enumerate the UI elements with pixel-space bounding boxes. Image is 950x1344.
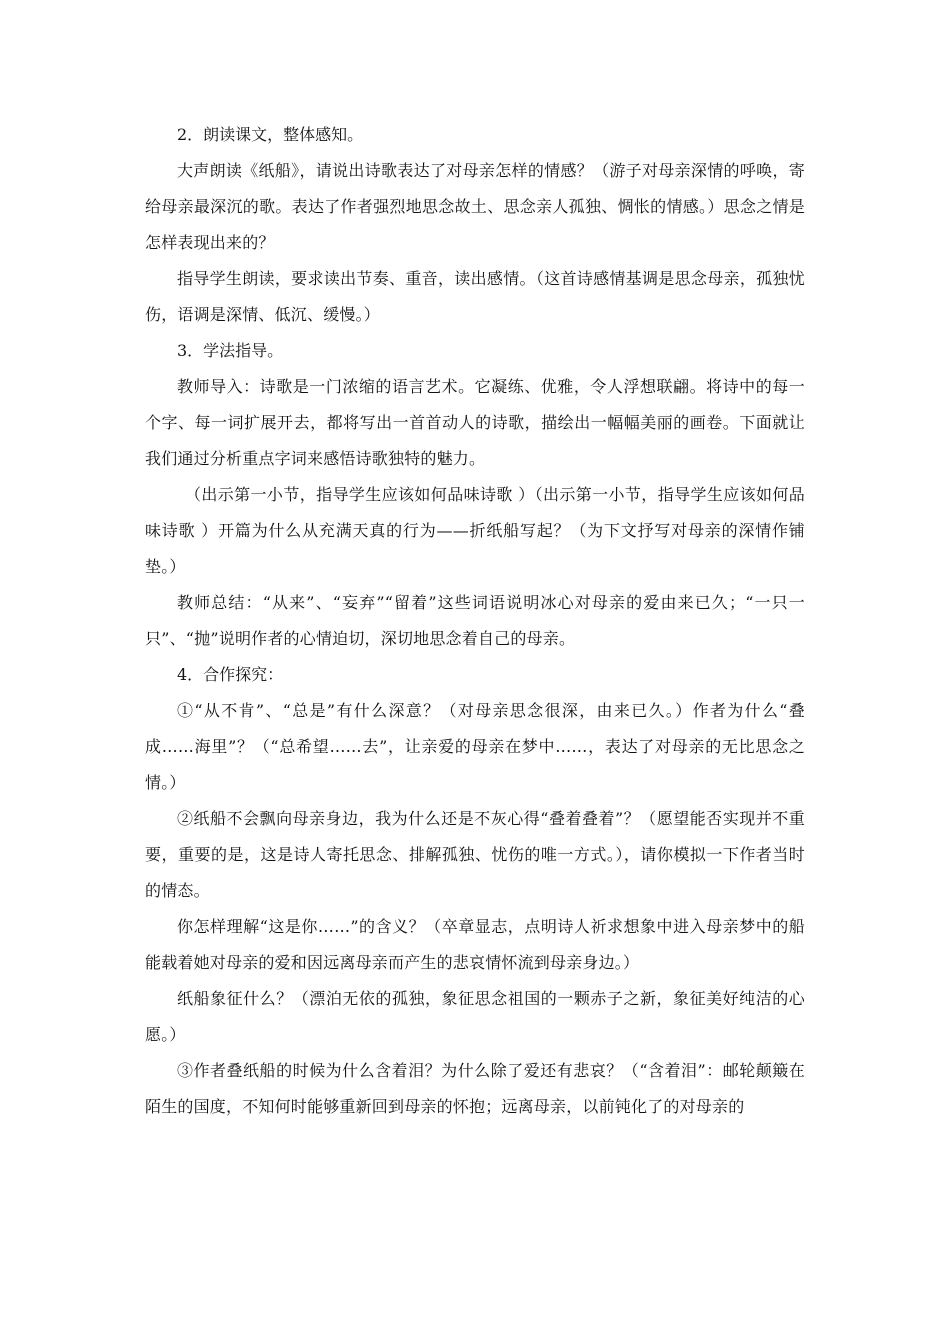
section-heading-reading: 2．朗读课文，整体感知。 [177,125,364,144]
paragraph-read-aloud: 大声朗读《纸船》，请说出诗歌表达了对母亲怎样的情感？（游子对母亲深情的呼唤，寄给母亲最深沉的歌。表达了作者强烈地思念故土、思念亲人孤独、惆怅的情感。）思念之情是怎样表现出来的？ [145,161,805,252]
paragraph-teacher-summary: 教师总结：“从来”、“妄弃”“留着”这些词语说明冰心对母亲的爱由来已久；“一只一只”、“抛”说明作者的心情迫切，深切地思念着自己的母亲。 [145,593,805,648]
question-one: ①“从不肯”、“总是”有什么深意？（对母亲思念很深，由来已久。）作者为什么“叠成……海里”？（“总希望……去”，让亲爱的母亲在梦中……，表达了对母亲的无比思念之情。） [145,701,805,792]
question-three: ③作者叠纸船的时候为什么含着泪？为什么除了爱还有悲哀？（“含着泪”：邮轮颠簸在陌生的国度，不知何时能够重新回到母亲的怀抱；远离母亲，以前钝化了的对母亲的 [145,1061,805,1116]
paragraph-first-stanza: （出示第一小节，指导学生应该如何品味诗歌 ）（出示第一小节，指导学生应该如何品味诗歌 ）开篇为什么从充满天真的行为——折纸船写起？（为下文抒写对母亲的深情作铺垫。） [145,485,805,576]
document-page [145,117,805,1125]
paragraph-symbol: 纸船象征什么？（漂泊无依的孤独，象征思念祖国的一颗赤子之新，象征美好纯洁的心愿。） [145,989,805,1044]
paragraph-guided-reading: 指导学生朗读，要求读出节奏、重音，读出感情。（这首诗感情基调是思念母亲，孤独忧伤，语调是深情、低沉、缓慢。） [145,269,805,324]
paragraph-meaning: 你怎样理解“这是你……”的含义？（卒章显志，点明诗人祈求想象中进入母亲梦中的船能载着她对母亲的爱和因远离母亲而产生的悲哀情怀流到母亲身边。） [145,917,805,972]
section-heading-cooperation: 4．合作探究： [177,665,284,684]
question-two: ②纸船不会飘向母亲身边，我为什么还是不灰心得“叠着叠着”？（愿望能否实现并不重要，重要的是，这是诗人寄托思念、排解孤独、忧伤的唯一方式。），请你模拟一下作者当时的情态。 [145,809,805,900]
paragraph-teacher-intro: 教师导入：诗歌是一门浓缩的语言艺术。它凝练、优雅，令人浮想联翩。将诗中的每一个字、每一词扩展开去，都将写出一首首动人的诗歌，描绘出一幅幅美丽的画卷。下面就让我们通过分析重点字词来感悟诗歌独特的魅力。 [145,377,805,468]
section-heading-method: 3．学法指导。 [177,341,284,360]
